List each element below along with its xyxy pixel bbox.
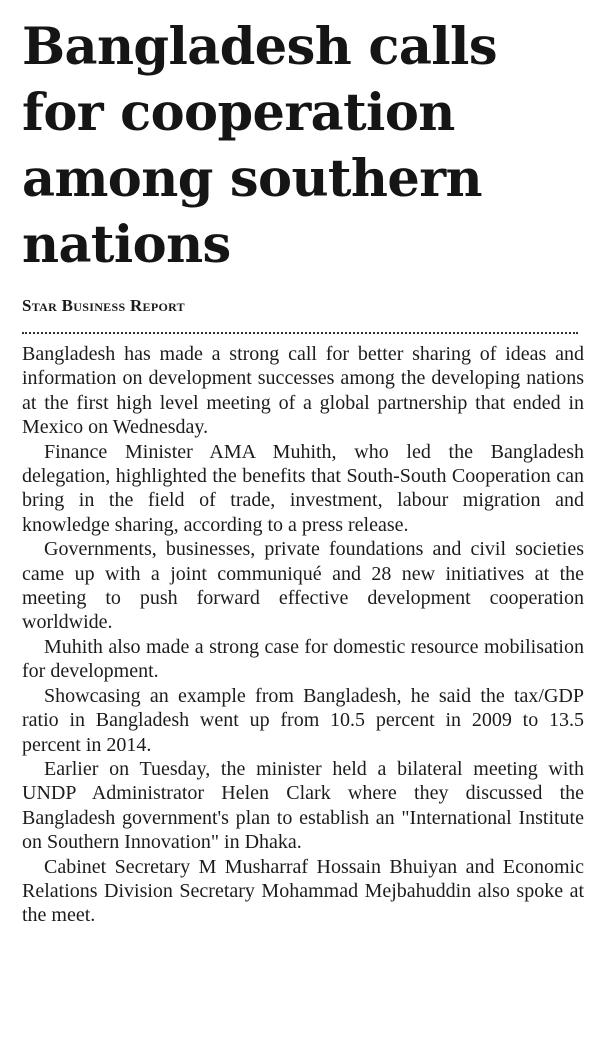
byline: Star Business Report [22, 296, 185, 315]
paragraph: Finance Minister AMA Muhith, who led the Bangladesh delegation, highlighted the benefits that South-South Cooperation can bring in the field of trade, investment, labour migration and knowledge sharing, according to a press release. [22, 440, 584, 536]
paragraph: Muhith also made a strong case for domestic resource mobilisation for development. [22, 635, 584, 683]
paragraph: Earlier on Tuesday, the minister held a bilateral meeting with UNDP Administrator Helen Clark where they discussed the Bangladesh government's plan to establish an "International Institute on Southern Innovation" in Dhaka. [22, 757, 584, 854]
headline: Bangladesh calls for cooperation among southern nations [22, 17, 497, 275]
paragraph: Governments, businesses, private foundations and civil societies came up with a joint communiqué and 28 new initiatives at the meeting to push forward effective development cooperation worldwide. [22, 538, 584, 634]
paragraph: Bangladesh has made a strong call for better sharing of ideas and information on development successes among the developing nations at the first high level meeting of a global partnership that ended in Mexico on Wednesday. [22, 343, 584, 439]
paragraph: Showcasing an example from Bangladesh, he said the tax/GDP ratio in Bangladesh went up from 10.5 percent in 2009 to 13.5 percent in 2014. [22, 684, 584, 756]
dotted-divider [22, 332, 578, 334]
article-body [22, 342, 584, 928]
paragraph: Cabinet Secretary M Musharraf Hossain Bhuiyan and Economic Relations Division Secretary Mohammad Mejbahuddin also spoke at the meet. [22, 855, 584, 927]
